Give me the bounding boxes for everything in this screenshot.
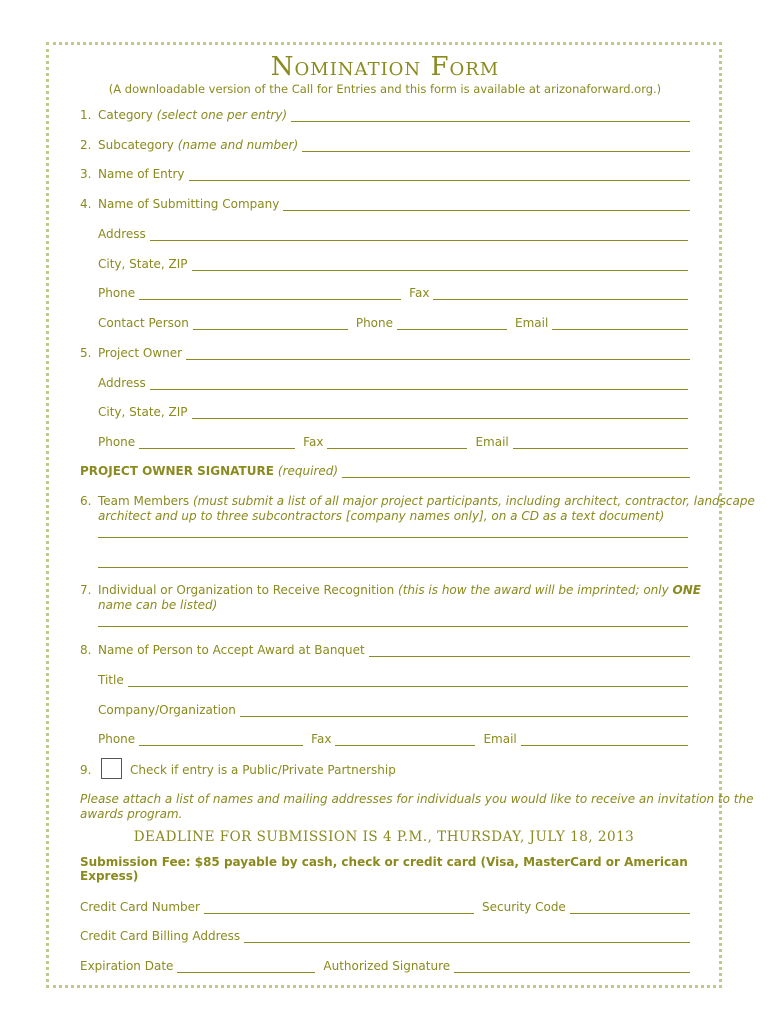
- acceptor-label: Name of Person to Accept Award at Banquet: [98, 643, 365, 657]
- company-fax-field[interactable]: [433, 288, 688, 300]
- owner-address-row: [98, 376, 688, 390]
- team-members-line-2[interactable]: [98, 567, 688, 568]
- company-address-row: [98, 227, 688, 241]
- recognition-line[interactable]: [98, 626, 688, 627]
- form-subtitle: (A downloadable version of the Call for Entries and this form is available at arizonaforward.org.): [108, 82, 662, 96]
- subcategory-row: [80, 138, 690, 152]
- award-title-row: [98, 673, 688, 687]
- owner-phone-row: [98, 435, 688, 449]
- award-phone-row: [98, 732, 688, 746]
- entry-name-label: Name of Entry: [98, 167, 185, 181]
- card-number-row: [80, 900, 690, 914]
- billing-address-label: Credit Card Billing Address: [80, 929, 241, 943]
- item-number: 9.: [80, 763, 92, 777]
- award-company-row: [98, 703, 688, 717]
- owner-city-row: [98, 405, 688, 419]
- owner-field[interactable]: [186, 348, 690, 360]
- owner-email-field[interactable]: [513, 437, 688, 449]
- award-email-label: Email: [483, 732, 517, 746]
- deadline-notice: DEADLINE FOR SUBMISSION IS 4 P.M., THURSDAY, JULY 18, 2013: [133, 829, 635, 845]
- item-number: 5.: [80, 346, 92, 360]
- category-field[interactable]: [291, 110, 690, 122]
- attach-note: Please attach a list of names and mailing addresses for individuals you would like to receive an invitation to the awards program.: [80, 792, 754, 821]
- contact-person-label: Contact Person: [98, 316, 189, 330]
- owner-city-field[interactable]: [192, 407, 688, 419]
- company-phone-label: Phone: [98, 286, 136, 300]
- recognition-item: [80, 583, 701, 613]
- award-title-label: Title: [98, 673, 124, 687]
- item-number: 8.: [80, 643, 92, 657]
- recognition-note: name can be listed): [98, 598, 218, 612]
- form-title: Nomination Form: [270, 52, 500, 82]
- item-number: 3.: [80, 167, 92, 181]
- security-code-label: Security Code: [482, 900, 566, 914]
- company-city-field[interactable]: [192, 259, 688, 271]
- billing-address-row: [80, 929, 690, 943]
- company-row: [80, 197, 690, 211]
- expiration-field[interactable]: [177, 961, 315, 973]
- company-phone-row: [98, 286, 688, 300]
- entry-name-row: [80, 167, 690, 181]
- submission-fee: Submission Fee: $85 payable by cash, check or credit card (Visa, MasterCard or American Express): [80, 855, 688, 883]
- subcategory-label: Subcategory (name and number): [98, 138, 299, 152]
- category-label: Category (select one per entry): [98, 108, 288, 122]
- expiration-label: Expiration Date: [80, 959, 174, 973]
- award-email-field[interactable]: [521, 734, 688, 746]
- contact-phone-field[interactable]: [397, 318, 507, 330]
- signature-label: PROJECT OWNER SIGNATURE: [80, 464, 274, 478]
- entry-name-field[interactable]: [189, 169, 690, 181]
- company-label: Name of Submitting Company: [98, 197, 280, 211]
- item-number: 6.: [80, 494, 92, 508]
- award-phone-field[interactable]: [139, 734, 303, 746]
- subcategory-field[interactable]: [302, 140, 690, 152]
- owner-address-label: Address: [98, 376, 146, 390]
- authorized-signature-field[interactable]: [454, 961, 690, 973]
- award-company-label: Company/Organization: [98, 703, 236, 717]
- category-row: [80, 108, 690, 122]
- signature-field[interactable]: [342, 466, 690, 478]
- company-address-label: Address: [98, 227, 146, 241]
- owner-phone-label: Phone: [98, 435, 136, 449]
- owner-city-label: City, State, ZIP: [98, 405, 188, 419]
- owner-phone-field[interactable]: [139, 437, 295, 449]
- company-field[interactable]: [283, 199, 690, 211]
- team-members-line-1[interactable]: [98, 537, 688, 538]
- signature-row: [80, 464, 690, 478]
- partnership-item: [80, 763, 396, 778]
- owner-fax-label: Fax: [303, 435, 324, 449]
- expiration-row: [80, 959, 690, 973]
- team-members-item: [80, 494, 755, 524]
- award-fax-field[interactable]: [335, 734, 475, 746]
- partnership-label: Check if entry is a Public/Private Partnership: [130, 763, 396, 777]
- authorized-signature-label: Authorized Signature: [323, 959, 451, 973]
- item-number: 4.: [80, 197, 92, 211]
- card-number-label: Credit Card Number: [80, 900, 200, 914]
- company-phone-field[interactable]: [139, 288, 401, 300]
- recognition-label: Individual or Organization to Receive Recognition (this is how the award will be imprinted; only ONE: [98, 583, 701, 597]
- signature-required-note: (required): [277, 464, 339, 478]
- contact-email-label: Email: [515, 316, 549, 330]
- company-city-row: [98, 257, 688, 271]
- acceptor-row: [80, 643, 690, 657]
- company-address-field[interactable]: [150, 229, 688, 241]
- security-code-field[interactable]: [570, 902, 690, 914]
- award-company-field[interactable]: [240, 705, 688, 717]
- company-fax-label: Fax: [409, 286, 430, 300]
- contact-email-field[interactable]: [552, 318, 688, 330]
- award-fax-label: Fax: [311, 732, 332, 746]
- team-members-note: architect and up to three subcontractors [company names only], on a CD as a text document): [98, 509, 665, 523]
- team-members-label: Team Members (must submit a list of all major project participants, including architect, contractor, landscape: [98, 494, 755, 508]
- company-city-label: City, State, ZIP: [98, 257, 188, 271]
- contact-phone-label: Phone: [355, 316, 393, 330]
- award-phone-label: Phone: [98, 732, 136, 746]
- partnership-checkbox[interactable]: [101, 758, 122, 779]
- item-number: 2.: [80, 138, 92, 152]
- acceptor-field[interactable]: [369, 645, 690, 657]
- award-title-field[interactable]: [128, 675, 688, 687]
- contact-person-field[interactable]: [193, 318, 348, 330]
- billing-address-field[interactable]: [244, 931, 690, 943]
- owner-fax-field[interactable]: [327, 437, 467, 449]
- owner-row: [80, 346, 690, 360]
- item-number: 7.: [80, 583, 92, 597]
- card-number-field[interactable]: [204, 902, 474, 914]
- owner-address-field[interactable]: [150, 378, 688, 390]
- owner-label: Project Owner: [98, 346, 183, 360]
- company-contact-row: [98, 316, 688, 330]
- item-number: 1.: [80, 108, 92, 122]
- owner-email-label: Email: [475, 435, 509, 449]
